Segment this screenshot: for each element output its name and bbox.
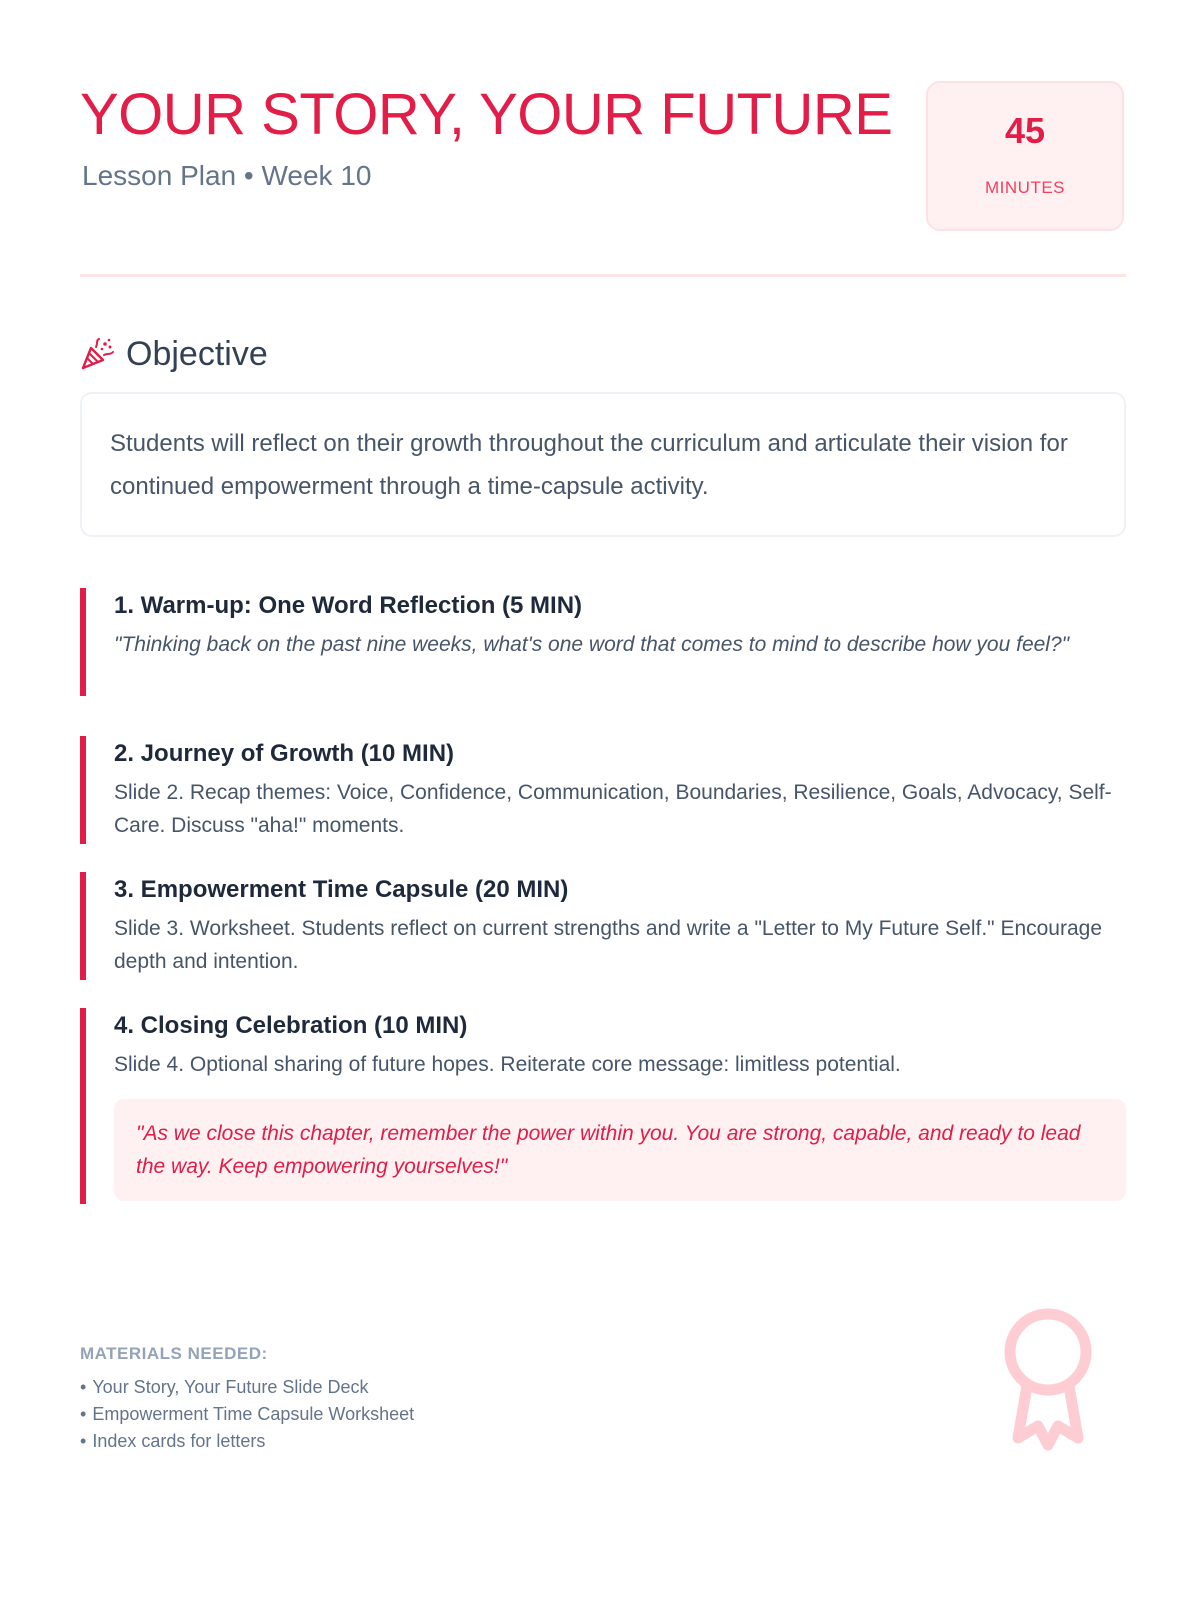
step-journey-of-growth xyxy=(80,736,1126,844)
step-title: 3. Empowerment Time Capsule (20 MIN) xyxy=(114,876,569,903)
step-body: "Thinking back on the past nine weeks, what's one word that comes to mind to describe how you feel?" xyxy=(114,633,1070,656)
material-label: Index cards for letters xyxy=(92,1431,266,1451)
list-item xyxy=(80,1374,414,1401)
step-title: 1. Warm-up: One Word Reflection (5 MIN) xyxy=(114,592,583,619)
step-time-capsule xyxy=(80,872,1126,980)
list-item xyxy=(80,1428,414,1455)
step-body: Slide 4. Optional sharing of future hopes. Reiterate core message: limitless potential. xyxy=(114,1053,901,1076)
bullet: • xyxy=(80,1377,87,1397)
list-item xyxy=(80,1401,414,1428)
bullet: • xyxy=(80,1404,87,1424)
page-subtitle: Lesson Plan • Week 10 xyxy=(82,160,372,191)
step-title: 2. Journey of Growth (10 MIN) xyxy=(114,740,455,767)
duration-value: 45 xyxy=(1004,110,1046,151)
duration-unit: MINUTES xyxy=(985,178,1065,197)
objective-heading-text: Objective xyxy=(126,335,268,373)
award-ribbon-icon xyxy=(998,1300,1098,1460)
closing-quote: "As we close this chapter, remember the power within you. You are strong, capable, and ready to lead the way. Keep empowering yourselves!" xyxy=(114,1099,1126,1201)
page-title: YOUR STORY, YOUR FUTURE xyxy=(80,82,893,147)
objective-heading xyxy=(80,332,268,376)
step-closing-celebration xyxy=(80,1008,1126,1204)
header-divider xyxy=(80,274,1126,277)
materials-section xyxy=(80,1342,414,1455)
materials-list xyxy=(80,1374,414,1455)
duration-badge xyxy=(926,81,1124,231)
step-body: Slide 2. Recap themes: Voice, Confidence, Communication, Boundaries, Resilience, Goals, Advocacy, Self-Care. Discuss "aha!" moments. xyxy=(114,781,1112,837)
materials-title: MATERIALS NEEDED: xyxy=(80,1344,268,1363)
step-title: 4. Closing Celebration (10 MIN) xyxy=(114,1012,468,1039)
step-warm-up xyxy=(80,588,1126,696)
bullet: • xyxy=(80,1431,87,1451)
material-label: Your Story, Your Future Slide Deck xyxy=(92,1377,369,1397)
objective-box xyxy=(80,392,1126,537)
step-body: Slide 3. Worksheet. Students reflect on current strengths and write a "Letter to My Future Self." Encourage depth and intention. xyxy=(114,917,1103,973)
objective-text: Students will reflect on their growth throughout the curriculum and articulate their vision for continued empowerment through a time-capsule activity. xyxy=(110,430,1068,500)
material-label: Empowerment Time Capsule Worksheet xyxy=(92,1404,415,1424)
party-popper-icon xyxy=(80,337,114,371)
